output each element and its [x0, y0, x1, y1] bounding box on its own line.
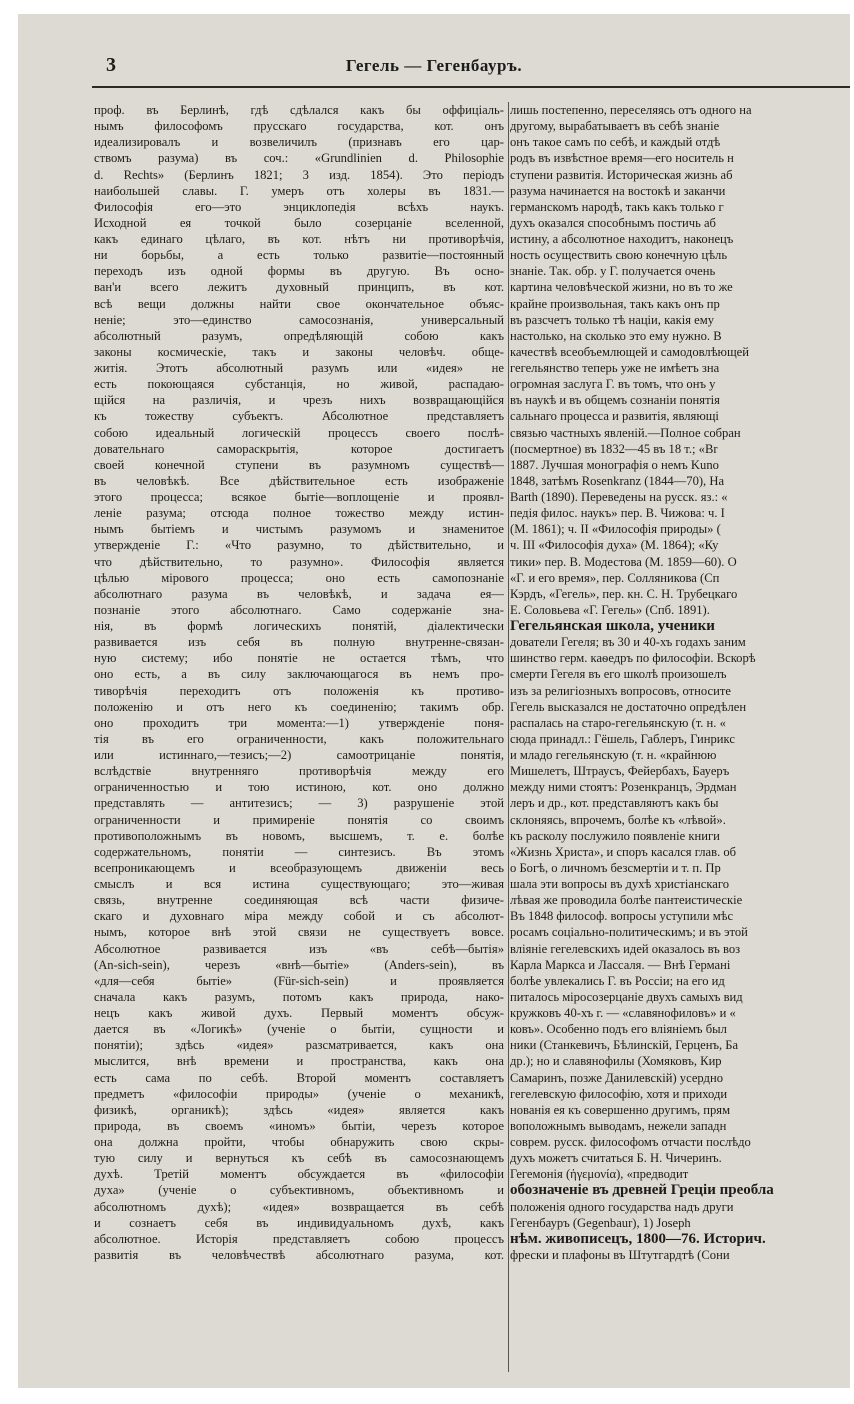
left-column [94, 102, 504, 1263]
text-line: гегелевскую философію, хотя и приходи [510, 1086, 728, 1101]
text-line: довательнаго самораскрытія, которое достигаетъ [94, 441, 504, 456]
text-line: переходъ изъ одной формы въ другую. Въ осно- [94, 264, 504, 279]
text-line: понятіи); здѣсь «идея» разсматривается, какъ она [94, 1038, 504, 1053]
text-line: ван'и всего лежитъ духовный принципъ, въ кот. [94, 280, 504, 295]
text-line: абсолютный разумъ, опредѣляющій собою какъ [94, 328, 504, 343]
text-line: 1848, затѣмъ Rosenkranz (1844—70), Ha [510, 473, 725, 488]
text-line: представлять — антитезисъ; — 3) разрушеніе этой [94, 796, 504, 811]
text-line: ность осуществить свою конечную цѣль [510, 248, 728, 263]
text-line: духъ оказался способнымъ постичь аб [510, 215, 716, 230]
text-line: сальнаго процесса и развитія, являющі [510, 409, 719, 424]
text-line: педія филос. наукъ» пер. В. Чижова: ч. I [510, 506, 725, 521]
text-line: леръ и др., кот. представляютъ какъ бы [510, 796, 719, 811]
text-line: росамъ соціально-политическимъ; и въ этой [510, 925, 748, 940]
text-line: тую силу и вернуться къ себѣ въ самосознающемъ [94, 1151, 504, 1166]
text-line: тики» пер. В. Модестова (М. 1859—60). О [510, 554, 737, 569]
header-rule [92, 86, 850, 88]
text-line: между ними стоятъ: Розенкранцъ, Эрдман [510, 780, 737, 795]
text-line: содержательномъ, понятіи — синтезисъ. Въ этомъ [94, 844, 504, 859]
text-line: ную систему; ибо понятіе не остается тѣмъ, что [94, 651, 504, 666]
text-line: развитія въ человѣчествѣ абсолютнаго разума, кот. [94, 1247, 504, 1262]
text-line: воположнымъ выводамъ, нежели западн [510, 1118, 727, 1133]
text-line: другому, вырабатываетъ въ себѣ знаніе [510, 119, 720, 134]
text-line: всепроникающемъ и всеобразующемъ движеніи весь [94, 860, 504, 875]
text-line: абсолютное. Исторія представляетъ собою процессъ [94, 1231, 504, 1246]
text-line: Мишелетъ, Штраусъ, Фейербахъ, Бауеръ [510, 764, 730, 779]
text-line: собою идеальный логическій процессъ своего послѣ- [94, 425, 504, 440]
text-line: этого процесса; всякое бытіе—воплощеніе и проявл- [94, 490, 504, 504]
page-number: 3 [106, 54, 116, 76]
text-line: связь, внутренне соединяющая всѣ части физиче- [94, 893, 504, 908]
text-line: нымъ бытіемъ и чистымъ разумомъ и знаменитое [94, 522, 504, 537]
text-line: дователи Гегеля; въ 30 и 40-хъ годахъ заним [510, 635, 746, 650]
text-line: вслѣдствіе внутренняго противорѣчія между его [94, 764, 504, 779]
text-line: нѣм. живописецъ, 1800—76. Историч. [510, 1230, 766, 1247]
text-line: духа» (ученіе о субъективномъ, объективномъ и [94, 1183, 504, 1198]
text-line: въ разсчетъ только тѣ націи, какія ему [510, 312, 715, 327]
text-line: есть покоющаяся субстанція, но живой, распадаю- [94, 377, 504, 392]
text-line: Гегемонія (ἡγεμονία), «предводит [510, 1167, 689, 1182]
text-line: шала эти вопросы въ духѣ христіанскаго [510, 877, 730, 891]
text-line: гегельянство теперь уже не имѣетъ зна [510, 361, 720, 375]
text-line: «Г. и его время», пер. Солляникова (Сп [510, 570, 720, 585]
text-line: познаніе этого абсолютнаго. Само содержаніе зна- [94, 602, 504, 617]
text-line: Карла Маркса и Лассаля. — Внѣ Германі [510, 957, 731, 972]
text-line: ники (Станкевичъ, Бѣлинскій, Герценъ, Ба [510, 1038, 739, 1053]
text-line: абсолютнаго разума въ человѣкѣ, и задача ея— [94, 586, 504, 601]
text-line: ограниченностью и тою истиною, кот. оно должно [94, 780, 504, 795]
text-line: германскомъ народѣ, такъ какъ только г [510, 199, 724, 214]
text-line: изъ за религіозныхъ вопросовъ, относите [510, 683, 731, 698]
text-line: развивается изъ себя въ полную внутренне-связан- [94, 635, 504, 650]
text-line: знаніе. Так. обр. у Г. получается очень [510, 264, 716, 279]
text-line: нымъ философомъ прусскаго государства, кот. онъ [94, 119, 504, 134]
text-line: житія. Этотъ абсолютный разумъ или «идея» не [94, 361, 504, 375]
text-line: неніе; это—единство самосознанія, универсальный [94, 312, 504, 327]
text-line: въ человѣкѣ. Все дѣйствительное есть изображеніе [94, 473, 504, 488]
text-line: (посмертное) въ 1832—45 въ 18 т.; «Br [510, 441, 718, 456]
text-line: соврем. русск. философомъ отчасти послѣдо [510, 1135, 751, 1149]
text-line: ч. III «Философія духа» (М. 1864); «Ку [510, 538, 719, 553]
text-line: оно проходитъ три момента:—1) утвержденіе поня- [94, 715, 504, 730]
text-line: что дѣйствительно, то разумно». Философія является [94, 554, 504, 569]
text-line: тиворѣчія переходитъ отъ положенія къ противо- [94, 683, 504, 698]
text-line: родъ въ извѣстное время—его носитель н [510, 151, 734, 166]
text-line: и младо гегельянскую (т. н. «крайнюю [510, 748, 717, 762]
text-line: нымъ, которое внѣ этой связи не существуетъ вовсе. [94, 925, 504, 940]
text-line: кружковъ 40-хъ г. — «славянофиловъ» и « [510, 1006, 736, 1020]
text-line: Barth (1890). Переведены на русск. яз.: « [510, 490, 728, 504]
text-line: ступени развитія. Историческая жизнь аб [510, 167, 733, 182]
text-line: всѣ вещи должны найти свое окончательное объяс- [94, 296, 504, 311]
text-line: ствомъ разума) въ соч.: «Grundlinien d. Philosophie [94, 151, 504, 166]
text-line: картина человѣческой жизни, но въ то же [510, 280, 733, 295]
text-line: оно есть, а въ силу заключающагося въ немъ про- [94, 667, 504, 682]
text-line: истину, а абсолютное находитъ, наконецъ [510, 232, 734, 246]
text-line: абсолютномъ духѣ); «идея» возвращается въ себѣ [94, 1199, 504, 1214]
text-line: законы космическіе, такъ и законы человѣч. обще- [94, 344, 504, 359]
text-line: онъ такое самъ по себѣ, и каждый отдѣ [510, 135, 721, 150]
text-line: «Жизнь Христа», и споръ касался глав. об [510, 844, 737, 859]
text-line: къ расколу послужило появленіе книги [510, 828, 720, 843]
text-line: болѣе увлекались Г. въ Россіи; на его ид [510, 973, 725, 988]
text-line: утвержденіе Г.: «Что разумно, то дѣйствительно, и [94, 538, 504, 553]
text-line: разума начинается на востокѣ и заканчи [510, 183, 726, 198]
text-line: огромная заслуга Г. въ томъ, что онъ у [510, 377, 716, 392]
text-line: Въ 1848 философ. вопросы уступили мѣс [510, 909, 734, 924]
text-line: къ тожеству субъектъ. Абсолютное представляетъ [94, 409, 504, 424]
text-line: смерти Гегеля въ его школѣ произошелъ [510, 667, 727, 682]
text-line: дается въ «Логикѣ» (ученіе о бытіи, сущности и [94, 1022, 504, 1037]
text-line: природа, въ своемъ «иномъ» бытіи, черезъ которое [94, 1118, 504, 1133]
text-line: др.); но и славянофилы (Хомяковъ, Кир [510, 1054, 722, 1069]
text-line: и сознаетъ себя въ индивидуальномъ духѣ, какъ [94, 1215, 504, 1230]
text-line: Гегенбауръ (Gegenbaur), 1) Joseph [510, 1215, 691, 1230]
text-line: леніе разума; отсюда полное тожество между истин- [94, 506, 504, 521]
text-line: сначала какъ разумъ, потомъ какъ природа, нако- [94, 989, 504, 1004]
text-line: о Богѣ, о личномъ безсмертіи и т. п. Пр [510, 860, 721, 875]
text-line: крайне произвольная, такъ какъ онъ пр [510, 296, 720, 311]
text-line: шинство герм. каѳедръ по философіи. Вскорѣ [510, 651, 756, 666]
text-line: духъ можетъ считаться Б. Н. Чичеринъ. [510, 1151, 722, 1166]
text-line: въ наукѣ и въ общемъ сознаніи понятія [510, 393, 720, 408]
text-line: какъ единаго цѣлаго, въ кот. нѣтъ ни противорѣчія, [94, 232, 504, 246]
text-line: нованія ея къ совершенно другимъ, прям [510, 1102, 731, 1117]
text-line: Самаринъ, позже Данилевскій) усердно [510, 1070, 724, 1085]
text-line: наибольшей славы. Г. умеръ отъ холеры въ 1831.— [94, 183, 504, 198]
running-head: Гегель — Гегенбауръ. [345, 56, 523, 75]
text-line: сюда принадл.: Гёшель, Габлеръ, Гинрикс [510, 731, 735, 746]
text-line: положенію и отъ него къ соединенію; такимъ обр. [94, 699, 504, 714]
text-line: питалось міросозерцаніе двухъ самыхъ вид [510, 989, 743, 1004]
text-line: ни борьбы, а есть только развитіе—постоянный [94, 248, 504, 263]
text-line: обозначеніе въ древней Греціи преобла [510, 1182, 774, 1199]
column-divider [508, 102, 509, 1372]
text-line: есть сама по себѣ. Второй моментъ составляетъ [94, 1070, 504, 1085]
text-line: ограниченности и примиреніе понятія со своимъ [94, 812, 504, 827]
text-line: предметъ «философіи природы» (ученіе о механикѣ, [94, 1086, 504, 1101]
text-line: нецъ какъ живой духъ. Первый моментъ обсуж- [94, 1006, 504, 1020]
text-line: «для—себя бытіе» (Für-sich-sein) и проявляется [94, 973, 504, 988]
text-line: вліяніе гегелевскихъ идей оказалось въ воз [510, 941, 741, 956]
text-line: нія, въ формѣ логическихъ понятій, діалектически [94, 619, 504, 633]
text-line: или истиннаго,—тезисъ;—2) самоотрицаніе понятія, [94, 748, 504, 762]
text-line: (М. 1861); ч. II «Философія природы» ( [510, 522, 721, 537]
encyclopedia-page [18, 14, 850, 1388]
text-line: Гегель высказался не достаточно опредѣлен [510, 699, 747, 714]
text-line: своей конечной ступени въ разумномъ существѣ— [94, 457, 504, 472]
text-line: тія въ его ограниченности, какъ положительнаго [94, 731, 504, 746]
text-line: положенія одного государства надъ други [510, 1199, 734, 1214]
text-line: противоположнымъ въ новомъ, высшемъ, т. е. болѣе [94, 828, 504, 843]
text-line: идеализировалъ и возвеличилъ (признавъ его цар- [94, 135, 504, 150]
text-line: настолько, на сколько это ему нужно. В [510, 328, 722, 343]
text-line: Абсолютное развивается изъ «въ себѣ—бытія» [94, 941, 504, 956]
text-line: проф. въ Берлинѣ, гдѣ сдѣлался какъ бы оффиціаль- [94, 103, 504, 117]
page-header [18, 14, 850, 94]
right-column [510, 102, 850, 1263]
text-line: физикѣ, органикѣ); здѣсь «идея» является какъ [94, 1102, 504, 1117]
text-line: Кэрдъ, «Гегель», пер. кн. С. Н. Трубецкаго [510, 586, 738, 601]
text-line: Е. Соловьева «Г. Гегель» (Спб. 1891). [510, 602, 710, 617]
text-line: скаго и духовнаго міра между собой и съ абсолют- [94, 909, 504, 924]
text-line: Исходной ея точкой было созерцаніе вселенной, [94, 215, 504, 230]
text-line: Гегельянская школа, ученики [510, 618, 715, 634]
text-line: склоняясь, впрочемъ, болѣе къ «лѣвой». [510, 812, 726, 827]
text-line: щійся на различія, и чрезъ нихъ возвращающійся [94, 393, 504, 408]
text-line: ковъ». Особенно подъ его вліяніемъ был [510, 1022, 727, 1037]
text-line: фрески и плафоны въ Штутгардтѣ (Сони [510, 1247, 730, 1262]
text-line: смыслъ и вся истина существующаго; это—живая [94, 877, 504, 891]
text-line: (An-sich-sein), черезъ «внѣ—бытіе» (Anders-sein), въ [94, 957, 504, 972]
text-line: лишь постепенно, переселяясь отъ одного на [510, 103, 752, 117]
text-line: распалась на старо-гегельянскую (т. н. « [510, 715, 726, 730]
text-line: цѣлью мірового процесса; оно есть самопознаніе [94, 570, 504, 585]
text-line: она должна пройти, чтобы обнаружить свою скры- [94, 1135, 504, 1149]
text-line: 1887. Лучшая монографія о немъ Kuno [510, 457, 719, 472]
text-line: лѣвая же проводила болѣе пантеистическіе [510, 893, 743, 908]
text-line: d. Rechts» (Берлинъ 1821; 3 изд. 1854). Это періодъ [94, 167, 504, 182]
text-line: качествѣ всеобъемлющей и самодовлѣющей [510, 344, 749, 359]
text-line: мыслится, внѣ времени и пространства, какъ она [94, 1054, 504, 1069]
text-line: связью частныхъ явленій.—Полное собран [510, 425, 741, 440]
text-line: Философія его—это энциклопедія всѣхъ наукъ. [94, 199, 504, 214]
text-line: духѣ. Третій моментъ обсуждается въ «философіи [94, 1167, 504, 1182]
